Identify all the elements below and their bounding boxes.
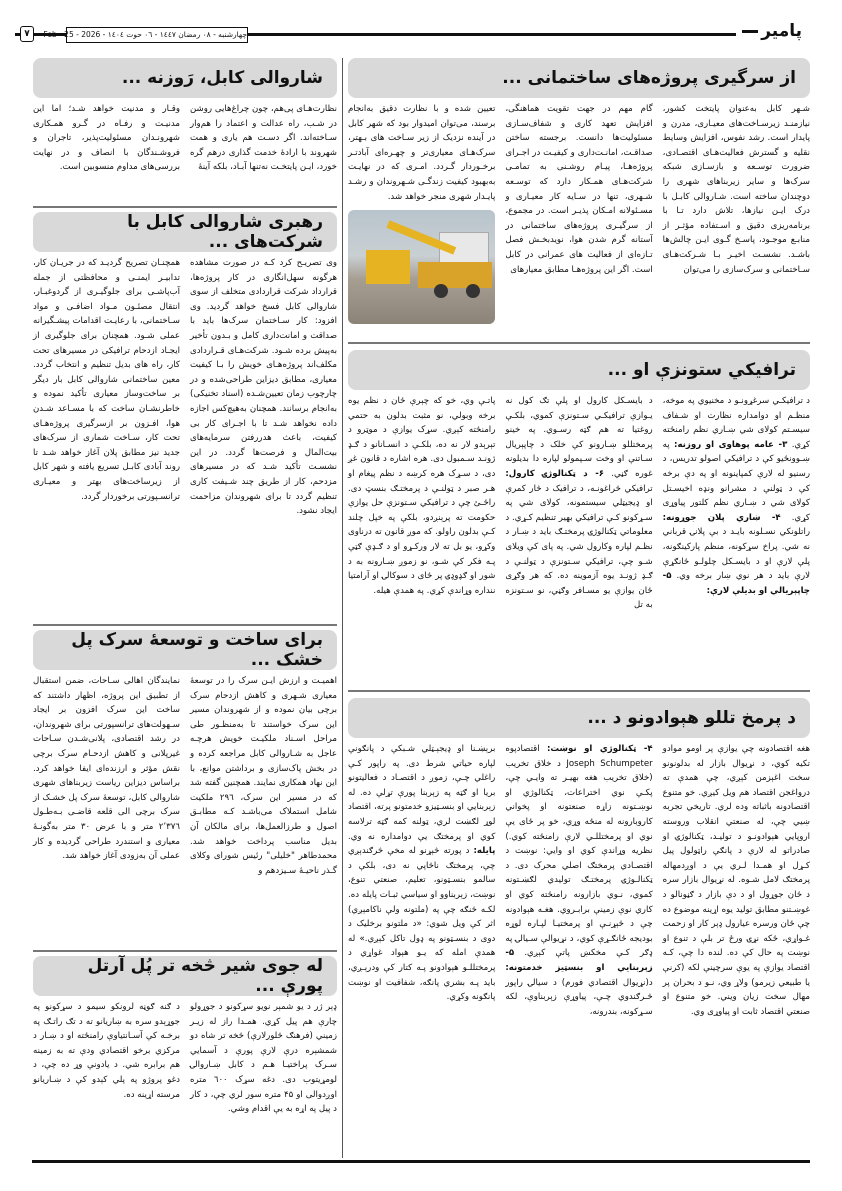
article-column: برېښـنا او ډيجېـټلي شـبکې د پانګونې لپاره حياتي شرط دی. په راپور کـې راغلي چـې، زموږ د اقتصـاد د فعاليتونو بريا او ګټه په زېربنا پورې تړلې ده. له زېربنايي او بنسـټيزو خدمتونو پرته، اقتصاد لوړ لګښت لري، ټولنه کمه ګټه ترلاسه کوي او پرمختګ يې دوامداره نه وي. پايله: د پورته څېړنو له مخې څرګندېږي چې، پرمختګ ناڅاپي نه دی، بلکې د سالمو بنسـټونو، تعليم، صنعتي تنوع، نوښت، زېربناوو او سياسي ثبـات پايله ده. لکـه څنګه چې په (ملتونه ولې ناکامېږي) اثر کې ويل شوي: «د ملتونو برخليک د دوی د بنسـټونو په ډول تاکل کېږي.» له همدې امله که يـو هېواد غواړي د پرمختللـو هېوادونو پـه کتار کې ودرېـږي، بايد پـه بشري پانګه، شفافيت او نوښت پانګونه وکړي. [348,744,496,1003]
article-column: نظارت‌هـای پی‌هم، چون چراغ‌هایی روشن در شـب، راه عدالت و اعتماد را هم‌وار سـاخته‌اند. اگر دسـت هم یاری و همت شهروند با ارادهٔ خدمت گذاری درهم گره خورد، ایـن پایتخـت نه‌تنها آبـاد، بلکه آینهٔ [190,104,337,173]
article-column: ۴- ټکنالوژي او نوښت: اقتصادپوه Joseph Schumpeter د خلاق تخريب (خلاق تخريب هغه بهيـر ته وايـي چې، پکـې نوي اختراعات، ټکنالوژي او نوښـتونه زاړه صنعتونه او پخواني کاروبارونه له منځه وړي، خو پر ځای يې نوي او پرمختللـي لارې رامنځته کوي.) نظريه وړاندې کوي او وايي: نوښت د اقتصـادي پرمختګ اصلي محرک دی. د ټکنالـوژۍ پرمختـګ توليدي لګښـتونه کموي، نـوي بازارونه رامنځته کوي او کاري نوې زمينې برابـروي. هغـه هېوادونه چې د څېړنـې او پرمختيـا لپـاره لوړه بوديجه ځانګـړې کوي، د نړيوالې سـيالۍ په ډګر کـې مخکښ پاتې کېږي. ۵- زېربنايي او بنسټيز خدمتونه: د(نړيوال اقتصادي فورم) د سيالۍ راپور څـرګندوي چـې، پياوړې زېربناوې، لکه سـړکونه، بندرونه، [505,744,653,1017]
section-divider [348,690,810,692]
article-column: همچنـان تصریح گردیـد که در جریـان کار، تدابیـر ایمنـی و محافظتی از جمله آب‌پاشـی برای جلوگیـری از گردوغبـار، انتقال مصئـون مـواد اضافـی و مواد سـاختمانی، با رعایـت اقدامات پیشـگیرانه عملی شـود. همچنان برای جلوگیری از ایجـاد ازدحام ترافیکی در مسیرهای تحت کار، راه های بدیل تنظیم و انتخاب گردد. معین ساختمانی شاروالی کابل بار دیگر بر ساخت‌وساز معیاری تأکید نموده و خاطرنشـان ساخت که با مسـاعد شـدن هوا، افـزون بر ازسرگیری پروژه‌هـای تحت کار، سـاخت شماری از سرک‌های جدید نیز مطابق پلان آغاز خواهد شـد تا روند آبادی کابـل تسریع یافته و شهر کابل از زیرساخت‌های بهتر و معیـاری ترانسـپورتی برخوردار گردد. [33,258,180,502]
section-subheading: ۴- ښاري پلان جوړونه: [662,512,781,523]
article-column: د ګنه ګوڼه لرونکو سيمو د سړکونو په جوړېدو سره به ښاريانو ته د تګ راتـګ په برخـه کې آسـانتياوې رامنځته او د ښـار د مرکزي برخو اقتصادي ودې ته به زمينه هم برابره شي. د يادونې وړ ده چې، د دغو پروژو په پلي کېدو کې د ښـاريانو مرسته اړينه ده. [33,1002,180,1100]
article-column: شـهر کابل به‌عنوان پایتخت کشور، نیازمنـد زیرسـاخت‌های معیـاری، مدرن و پایدار است. رشد نفوس، افزایش وسایط نقلیه و گسترش فعالیت‌هـای اقتصـادی، ضرورت توسـعه و بازسـازی شبکه سرک‌ها و سایر زیربناهای شهری را دوچندان ساخته است. شـاروالی کابـل با درک ایـن نیازها، تلاش دارد تـا با برنامه‌ریزی دقیق و اسـتفاده مؤثـر از منابـع موجـود، پاسـخ گـوی ایـن چالش‌ها باشـد. نشسـت اخیـر بـا شـرکت‌هـای سـاختمانی و سرک‌سازی را می‌توان [662,104,810,275]
photo-wheel [466,284,480,298]
article-column: نمایندگان اهالی سـاحات، ضمن استقبال از تطبیق این پروژه، اظهار داشتند که ساخت این سرک افزون بر ایجاد سـهولت‌های ترانسپورتی برای شهروندان، در رشد اقتصادی، پلانی‌شـدن سـاحات غیرپلانی و کاهش ازدحـام سرک برچی نقش مؤثر و ارزنده‌ای ایفا خواهد کرد. براساس دیزاین ریاست زیربناهای شهری شاروالی کابل، توسعهٔ سرک پل خشـک از سرک برچی الی قلعه قاضـی بـه‌طـول ۲٬۳۷٦ متر و با عرض ۳۰ متر به‌گونـهٔ معیاری و استندرد طراحی گردیده و کار عملی آن به‌زودی آغاز خواهد شد. [33,676,180,862]
footer-rule [32,1160,810,1163]
article-title: د پرمخ تللو هېوادونو د ... [348,698,810,738]
article-construction-resumption [348,58,810,324]
column-divider [342,58,343,1158]
section-subheading: پايله: [473,846,496,857]
section-divider [348,342,810,344]
page-number: ۷ [20,26,34,42]
page-header [20,21,802,41]
photo-wheel [434,284,448,298]
article-title: رهبری شاروالی کابل با شرکت‌های ... [33,212,337,252]
article-column: اهمیـت و ارزش ایـن سرک را در توسعهٔ معیاری شـهری و کاهش ازدحام سرک برچی بیان نموده و از شهروندان مسیر این سرک خواستند تا به‌منظـور طی مراحل اسـناد ملکیـت خویش هرچـه عاجل به شـاروالی کابل مراجعه کرده و در بخش پاک‌سازی و برداشتن موانع، با این نهاد همکاری نمایند. همچنین گفته شد که در مسیر این سرک، ۲۹٦ ملکیت شامل استملاک می‌باشـد کـه مطابـق اصول و طرزالعمل‌ها، برای مالکان آن بدیل مناسب پرداخت خواهد شد. محمدطاهر "خلیلی" رئیس شورای وکلای گـذر ناحیـهٔ سـیزدهم و [190,676,337,876]
article-title: له جوی شير څخه تر پُل آرتل پورې ... [33,956,337,996]
article-kabul-municipality-window [33,58,337,175]
section-subheading: ۳- عامه پوهاوی او روزنه: [674,439,788,450]
article-title: از سرگیری پروژه‌های ساختمانی ... [348,58,810,98]
section-divider [33,950,337,952]
section-subheading: ۵- چاپېريالي او بديلې لارې: [662,571,810,596]
article-column: تعیین شده و با نظارت دقیق به‌انجام برسند، می‌توان امیدوار بود که شهر کابل در آینده نزدیک از زیر سـاخت های بـهتر، سرک‌هـای معیاری‌تر و چهـره‌ای آبادتـر برخـوردار گـردد. امـری که در نهایـت به‌بهبود کیفیت زندگـی شـهروندان و رشـد پایـدار شهری منجر خواهد شد. [348,104,496,202]
article-column: وی تصریـح کرد کـه در صورت مشاهده هرگونه سهل‌انگاری در کار پروژه‌ها، قرارداد شرکت قراردادی متخلف از سوی شاروالی کابل فسخ خواهد گردید. وی افزود: کار سـاختمان سرک‌ها باید با صداقت و امانت‌داری کامل و بـدون تأخیر به‌پیش برده شـود. شرکت‌هـای قـراردادی مکلف‌اند پروژه‌هـای خویش را بـا کیفیت معیاری، مطابق دیزاین طراحی‌شده و در چارچوب زمان تعیین‌شـده (اسناد تخنیکی) به‌انجام برسانند. همچنان به‌هیچ‌کس اجازه داده نخواهد شـد تا با اجـرای کار بی کیفیت، باعث هدررفتن سرمایه‌های بیت‌المال و فرصت‌ها گردد. در این نشسـت تأکید شـد که در مسیرهای مزدحم، کار از طریق چند شـیفت کاری تنظیم گردد تا برای شهروندان مزاحمت ایجاد نشود. [190,258,337,517]
section-subheading: ۴- ټکنالوژي او نوښت: [546,744,653,754]
article-developed-countries [348,698,810,1019]
article-column: پاتـې وي، خو که چېرې ځان د نظم يوه برخه وبولي، نو مثبت بدلون به حتمي رامنځته کېږي. سړک يوازې د موټرو د تېرېدو لار نه ده، بلکـې د انسـانانو د ګـډ ژونـد سـمبول دی. هره اشاره د قانون غږ دی، د سـړک هره کرښه د نظم پيغام او هـر صبر د ټولنـې د پرمختـګ بنسټ دی. راځـئ چې د ترافيکي سـتونزې حل يوازې حکومت ته پرېنږدو، بلکې په خپل چلند کـې بدلون راولو. که موږ قانون ته درناوی وکړو، يو بل ته لار ورکـړو او د ګـډې ګټې پـه فکر کې شـو، نو زموږ ښـارونه به د شور او ګډوډۍ پر ځای د سوکالۍ او آرامتيا ننداره وړاندې کړي. په همدې هيله. [348,396,496,596]
article-jui-shir-road [33,956,337,1117]
photo-excavator-cab [366,250,410,284]
article-column: د ترافيکـي سرغړونـو د مخنيوي په موخه، منظـم او دوامداره نظارت او شـفاف سيسـتم کولای شي ښـاري نظم رامنځته کړي. ۳- عامه پوهاوی او روزنه: په ښـوونځيو کې د ترافيکي اصولو تدريس، د رسنيو له لارې کمپاينونه او په دې برخه کې د ټولنې د مشرانو ونډه اخيسـتل کولای شي د ښـاري نظم کلتور پياوړی کړي. ۴- ښاري پلان جوړونه: راتلونکي نسـلونه بايـد د بې پلانۍ قرباني نه شي. پراخ سړکونه، منظم پارکينګونه، پلې لارې او د بايسـکل چلولـو ځانګړې لارې بايد د هر نوي ښار برخه وي. ۵- چاپېريالي او بديلې لارې: [662,396,810,596]
photo-dump-truck [418,262,492,288]
article-title: شاروالی کابل، رَوزنه ... [33,58,337,98]
masthead-brand: پامیر [736,21,802,41]
article-column: وقـار و مدنیت خواهد شـد؛ اما این مدنیـت و رفـاه در گـرو همـکاری شهرونـدان مسئولیت‌پذیر، تاجران و فروشـندگان با انصاف و در نهایت بررسی‌های مداوم منسوبین است. [33,104,180,173]
section-divider [33,206,337,208]
section-divider [33,624,337,626]
article-column-with-photo [348,102,495,324]
article-traffic-problems [348,350,810,613]
article-column: ډېر ژر د يو شمېر نويو سړکونو د جوړولو چارې هم پيل کړي. همـدا راز له زيـر زميني (فرهنګ څلورلارې) څخه تر شاه دو شمشېره درې لارې پورې د آسمايي سـرک پراختيـا هـم د کابل ښـاروالۍ لومړيتوب دی. دغه سړک ٦۰۰ متره اوږدوالی او ۴۵ متره سور لري چې، د کار د پيل په اړه به يې اقدام وشي. [190,1002,337,1115]
section-subheading: ۵- زېربنايي او بنسټيز خدمتونه: [505,948,653,973]
article-title: برای ساخت و توسعهٔ سرک پل خشک ... [33,630,337,670]
section-subheading: ۶- د ټکنالوژۍ کارول: [505,468,605,479]
article-title: ترافيکي ستونزې او ... [348,350,810,390]
article-column: گام مهم در جهت تقویت هماهنگی، افزایش تعهد کاری و شفاف‌سـازی مسئولیت‌ها دانست. برجسته ساختن صداقـت، امانـت‌داری و کیفیـت در اجـرای پروژه‌هـا، پیـام روشـنی به تمامـی شرکت‌هـای همـکار دارد که توسـعه شـهری، تنها در سـایه کار معیـاری و مسـئولانه امـکان پذیـر است. در مجموع، از سرگیـری پروژه‌های ساختمانی در آستانه گرم شدن هوا، نویدبخـش فصل تـازه‌ای از فعالیت های عمرانی در کابل است. اگر این پروژه‌هـا مطابق معیارهای [505,104,653,275]
article-pol-e-khoshk-road [33,630,337,878]
article-leadership-companies [33,212,337,519]
construction-photo [348,210,495,324]
article-column: هغه اقتصادونه چې يوازې پر اومو موادو تکيه کوي، د نړيوال بازار له بدلونونو سخت اغېزمن کېږي، چې همدې ته درواغجن اقتصاد هم ويل کيږي. خو متنوع اقتصادونه باثباته وده لري. تاريخي تجربه ښيي چې، له صنعتي انقلاب وروسته اروپايي هېوادونـو د توليـد، ټکنالوژۍ او صادراتو له لارې د پانګې راټولول پيل کـړل او همـدا لـري يې د اوږدمهاله پرمختګ لامل شـوه. له نړيوال بازار سره د ځان جوړول او د دې بازار د ګڼونالو د غوښـتنو مطابق توليد يوه اړينه موضوع ده چې ځان ورسره عيارول ډېر کار او زحمت غـواړي، ځکه نړۍ ورځ تر بلې د تنوع او نوښت په حال کې ده. لنده دا چې، کـه اقتصاد يوازې په يوې سرچينې لکه (کرنې يا طبيعي زيرمو) ولاړ وي، نـو د بحران پر مهال سخت زيان ويني. خو متنوع او صنعتي اقتصاد ثابت او پياوړی وي. [662,744,810,1017]
issue-date: چهارشنبه - ۰۸ رمضان ۱٤٤۷ - ۰٦ حوت ۱٤۰٤ - Feb - 25 - 2026 [66,27,248,43]
article-column: د بايسـکل کارول او پلې تګ کول نه يـوازې ترافيکـي سـتونزې کموي، بلکـې روغتيا ته هم ګټه رسـوي. په خينو پرمختللو ښـارونو کې خلک د چاپېريال سـاتنې او وخت سـپمولو لپاره دا بديلونه غوره ګڼي. ۶- د ټکنالوژۍ کارول: ترافيکي څراغونـه، د ترافيک د څار کمرې او ډيجيټلي سيستمونه، کولای شي په سـړکونو کـې ترافيکي بهير تنظيم کـړي. د معلوماتي ټکنالوژۍ پرمختـګ بايد د ښـار د نظـم لپاره وکارول شي. په پای کې ويلای شـو چې، ترافيکي سـتونزې د ټولنـې د ګـډ ژونـد يوه آزموينه ده. که هر وګړی ځان يوازې يو مسـافر وګڼي، نو سـتونزه به تل [505,396,653,611]
